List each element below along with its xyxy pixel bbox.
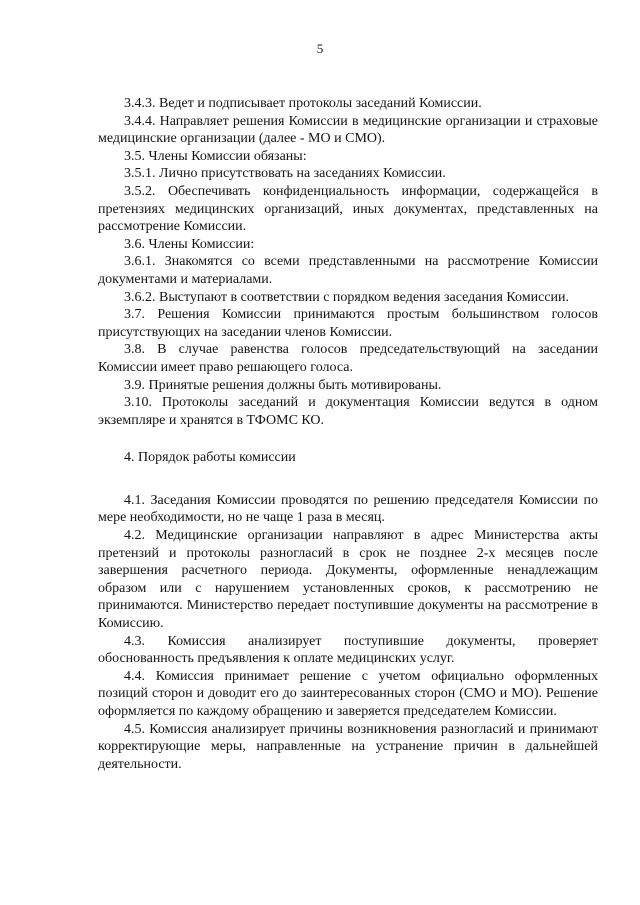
paragraph-4-5: 4.5. Комиссия анализирует причины возникновения разногласий и принимают корректирующие меры, направленные на устранение причин в дальнейшей деятельности.: [98, 721, 598, 772]
paragraph-4-1: 4.1. Заседания Комиссии проводятся по решению председателя Комиссии по мере необходимости, но не чаще 1 раза в месяц.: [98, 492, 598, 526]
paragraph-4-3: 4.3. Комиссия анализирует поступившие документы, проверяет обоснованность предъявления к оплате медицинских услуг.: [98, 633, 598, 667]
paragraph-3-4-4: 3.4.4. Направляет решения Комиссии в медицинские организации и страховые медицинские организации (далее - МО и СМО).: [98, 113, 598, 147]
paragraph-3-5: 3.5. Члены Комиссии обязаны:: [124, 148, 307, 164]
paragraph-3-4-3: 3.4.3. Ведет и подписывает протоколы заседаний Комиссии.: [124, 96, 482, 111]
paragraph-3-5-1: 3.5.1. Лично присутствовать на заседаниях Комиссии.: [124, 166, 446, 182]
document-body: [98, 95, 598, 773]
section-4-heading: 4. Порядок работы комиссии: [124, 450, 296, 466]
paragraph-4-2: 4.2. Медицинские организации направляют в адрес Министерства акты претензий и протоколы разногласий в срок не позднее 2-х месяцев после завершения расчетного периода. Документы, оформленные ненадлежащим образом или с нарушением установленных сроков, к рассмотрению не принимаются. Министерство передает поступившие документы на рассмотрение в Комиссию.: [98, 528, 598, 632]
paragraph-3-6: 3.6. Члены Комиссии:: [124, 236, 255, 252]
paragraph-3-10: 3.10. Протоколы заседаний и документация Комиссии ведутся в одном экземпляре и хранятся в ТФОМС КО.: [98, 395, 598, 428]
paragraph-3-8: 3.8. В случае равенства голосов председательствующий на заседании Комиссии имеет право решающего голоса.: [98, 342, 598, 375]
paragraph-4-4: 4.4. Комиссия принимает решение с учетом официально оформленных позиций сторон и доводит его до заинтересованных сторон (СМО и МО). Решение оформляется по каждому обращению и заверяется председателем Комиссии.: [98, 668, 598, 719]
paragraph-3-5-2: 3.5.2. Обеспечивать конфиденциальность информации, содержащейся в претензиях медицинских организаций, иных документах, представленных на рассмотрение Комиссии.: [98, 183, 598, 235]
paragraph-3-7: 3.7. Решения Комиссии принимаются простым большинством голосов присутствующих на заседании членов Комиссии.: [98, 307, 598, 340]
page-number: 5: [316, 41, 324, 56]
paragraph-3-9: 3.9. Принятые решения должны быть мотивированы.: [124, 377, 442, 393]
paragraph-3-6-2: 3.6.2. Выступают в соответствии с порядком ведения заседания Комиссии.: [124, 289, 570, 305]
paragraph-3-6-1: 3.6.1. Знакомятся со всеми представленными на рассмотрение Комиссии документами и материалами.: [98, 254, 598, 287]
